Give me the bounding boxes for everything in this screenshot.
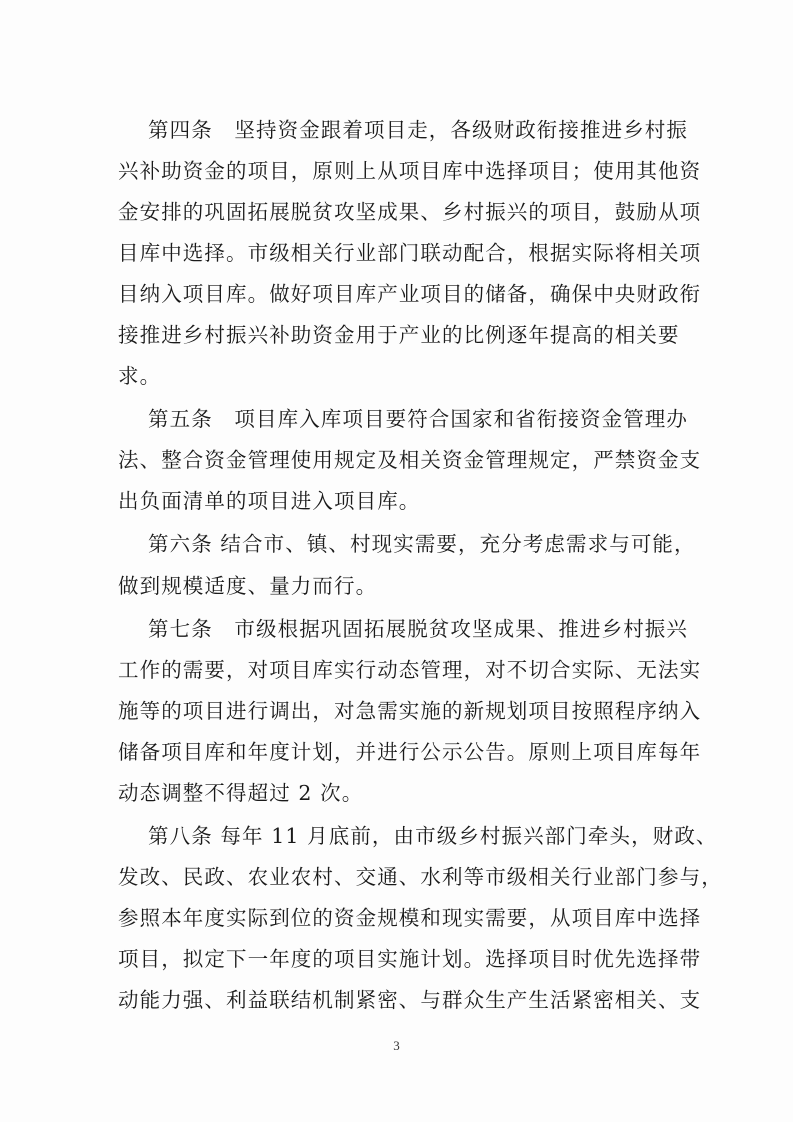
article-6-line-2: 做到规模适度、量力而行。: [118, 574, 378, 598]
article-4-line-7: 求。: [118, 364, 162, 388]
article-8-line-2: 发改、民政、农业农村、交通、水利等市级相关行业部门参与，: [118, 865, 723, 889]
article-8-line-3: 参照本年度实际到位的资金规模和现实需要，从项目库中选择: [118, 906, 702, 930]
article-7-line-2: 工作的需要，对项目库实行动态管理，对不切合实际、无法实: [118, 658, 702, 682]
article-4-line-3: 金安排的巩固拓展脱贫攻坚成果、乡村振兴的项目，鼓励从项: [118, 200, 702, 224]
article-6-line-1: 第六条 结合市、镇、村现实需要，充分考虑需求与可能，: [148, 532, 696, 556]
article-4-line-2: 兴补助资金的项目，原则上从项目库中选择项目；使用其他资: [118, 159, 702, 183]
article-8-line-4: 项目，拟定下一年度的项目实施计划。选择项目时优先选择带: [118, 947, 702, 971]
article-4-line-6: 接推进乡村振兴补助资金用于产业的比例逐年提高的相关要: [118, 323, 680, 347]
article-5-line-3: 出负面清单的项目进入项目库。: [118, 489, 421, 513]
article-4-line-5: 目纳入项目库。做好项目库产业项目的储备，确保中央财政衔: [118, 282, 702, 306]
article-4-line-1: 第四条 坚持资金跟着项目走，各级财政衔接推进乡村振: [148, 118, 688, 142]
article-5-line-1: 第五条 项目库入库项目要符合国家和省衔接资金管理办: [148, 407, 688, 431]
article-8-line-1: 第八条 每年 11 月底前，由市级乡村振兴部门牵头，财政、: [148, 824, 718, 848]
article-7-line-5: 动态调整不得超过 2 次。: [118, 781, 364, 805]
article-5-line-2: 法、整合资金管理使用规定及相关资金管理规定，严禁资金支: [118, 448, 702, 472]
article-8-line-5: 动能力强、利益联结机制紧密、与群众生产生活紧密相关、支: [118, 988, 702, 1012]
article-7-line-4: 储备项目库和年度计划，并进行公示公告。原则上项目库每年: [118, 740, 702, 764]
article-7-line-1: 第七条 市级根据巩固拓展脱贫攻坚成果、推进乡村振兴: [148, 617, 688, 641]
article-4-line-4: 目库中选择。市级相关行业部门联动配合，根据实际将相关项: [118, 241, 702, 265]
article-7-line-3: 施等的项目进行调出，对急需实施的新规划项目按照程序纳入: [118, 699, 702, 723]
page-number: 3: [393, 1038, 400, 1053]
